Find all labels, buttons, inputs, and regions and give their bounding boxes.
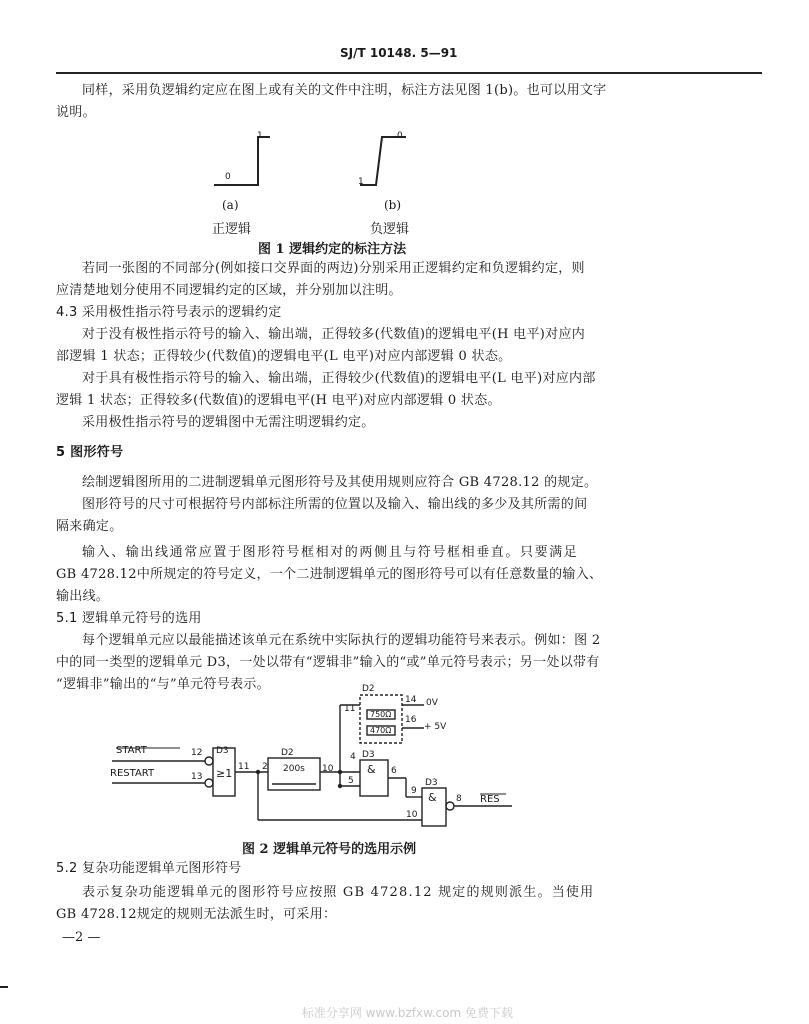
s43-p1-line2: 部逻辑 1 状态；正得较少(代数值)的逻辑电平(L 电平)对应内部逻辑 0 状态。 — [56, 349, 512, 364]
intro-line-2: 说明。 — [56, 105, 96, 120]
r1-label: 750Ω — [370, 710, 392, 719]
restart-label: RESTART — [110, 768, 155, 779]
section-5-2-heading: 5.2 复杂功能逻辑单元图形符号 — [56, 861, 242, 876]
pin-11-out: 11 — [238, 762, 250, 772]
junction-dot-2 — [338, 770, 342, 774]
junction-dot-3 — [338, 784, 342, 788]
fig1a-low-label: 0 — [225, 172, 231, 182]
fig1b-caption: 负逻辑 — [370, 222, 410, 237]
s5-p2-line2: 隔来确定。 — [56, 519, 123, 534]
start-label: START — [116, 745, 147, 756]
page-number: —2 — — [62, 930, 101, 945]
res-label: RES — [480, 794, 500, 805]
pin-12: 12 — [191, 748, 203, 758]
s5-p1: 绘制逻辑图所用的二进制逻辑单元图形符号及其使用规则应符合 GB 4728.12 的规定。 — [82, 475, 598, 490]
s5-p2-line1: 图形符号的尺寸可根据符号内部标注所需的位置以及输入、输出线的多少及其所需的间 — [82, 497, 588, 512]
negation-bubble-8 — [446, 802, 454, 810]
positive-logic-waveform — [214, 137, 270, 185]
d2-mid-box — [268, 758, 320, 790]
fig1a-high-label: 1 — [257, 131, 263, 141]
fig1a-label: (a) — [222, 198, 239, 212]
timer-label: 200s — [283, 764, 305, 774]
s51-line3: “逻辑非”输出的“与”单元符号表示。 — [56, 677, 270, 692]
intro-line-1: 同样，采用负逻辑约定应在图上或有关的文件中注明，标注方法见图 1(b)。也可以用文字 — [82, 83, 607, 98]
pin-10-low: 10 — [406, 810, 418, 820]
r2-label: 470Ω — [370, 726, 392, 735]
v0-label: 0V — [426, 698, 438, 708]
s43-p1-line1: 对于没有极性指示符号的输入、输出端，正得较多(代数值)的逻辑电平(H 电平)对应内 — [82, 327, 586, 342]
s43-p2-line1: 对于具有极性指示符号的输入、输出端，正得较少(代数值)的逻辑电平(L 电平)对应内部 — [82, 371, 596, 386]
pin-8: 8 — [456, 794, 462, 804]
mixed-line-1: 若同一张图的不同部分(例如接口交界面的两边)分别采用正逻辑约定和负逻辑约定，则 — [82, 261, 585, 276]
d3-and1-name: D3 — [362, 750, 375, 760]
fig1b-high-label: 0 — [397, 131, 403, 141]
watermark-text: 标准分享网 www.bzfxw.com 免费下载 — [301, 1006, 513, 1020]
negation-bubble-12 — [205, 757, 213, 765]
s51-line1: 每个逻辑单元应以最能描述该单元在系统中实际执行的逻辑功能符号来表示。例如：图 2 — [82, 633, 601, 648]
s52-line2: GB 4728.12规定的规则无法派生时，可采用： — [56, 907, 337, 922]
document-code: SJ/T 10148. 5—91 — [340, 46, 458, 60]
pin-5: 5 — [348, 776, 354, 786]
pin-11-top: 11 — [344, 704, 356, 714]
d2-mid-name: D2 — [281, 748, 294, 758]
margin-tick — [0, 986, 8, 988]
pin-4: 4 — [350, 752, 356, 762]
s5-p3-line2: GB 4728.12中所规定的符号定义，一个二进制逻辑单元的图形符号可以有任意数量的输入、 — [56, 567, 603, 582]
d3-and2-name: D3 — [425, 778, 438, 788]
pin-13: 13 — [191, 772, 203, 782]
figure2-caption: 图 2 逻辑单元符号的选用示例 — [242, 842, 417, 857]
pin-10-mid: 10 — [322, 764, 334, 774]
section-5-heading: 5 图形符号 — [56, 445, 124, 460]
pin-14: 14 — [405, 695, 417, 705]
negative-logic-waveform — [360, 137, 406, 185]
d3-or-name: D3 — [216, 746, 229, 756]
figure1-caption: 图 1 逻辑约定的标注方法 — [258, 242, 407, 257]
and1-symbol: & — [367, 763, 376, 776]
s43-p2-line2: 逻辑 1 状态；正得较多(代数值)的逻辑电平(H 电平)对应内部逻辑 0 状态。 — [56, 393, 501, 408]
section-4-3-heading: 4.3 采用极性指示符号表示的逻辑约定 — [56, 305, 282, 320]
pin-9: 9 — [411, 786, 417, 796]
pin-16: 16 — [405, 715, 417, 725]
v5-label: + 5V — [424, 722, 447, 732]
junction-dot-1 — [256, 770, 260, 774]
fig1b-label: (b) — [384, 198, 402, 212]
s5-p3-line3: 输出线。 — [56, 589, 110, 604]
figure1-waveforms — [200, 125, 430, 195]
header-rule — [56, 72, 762, 74]
pin-2: 2 — [262, 762, 268, 772]
mixed-line-2: 应清楚地划分使用不同逻辑约定的区域，并分别加以注明。 — [56, 283, 402, 298]
watermark-footer — [0, 1004, 809, 1024]
and2-symbol: & — [428, 791, 437, 804]
or-symbol: ≥1 — [216, 767, 233, 780]
negation-bubble-13 — [205, 779, 213, 787]
s5-p3-line1: 输入、输出线通常应置于图形符号框相对的两侧且与符号框相垂直。只要满足 — [82, 545, 579, 560]
s51-line2: 中的同一类型的逻辑单元 D3，一处以带有“逻辑非”输入的“或”单元符号表示；另一处以带有 — [56, 655, 600, 670]
s43-p3: 采用极性指示符号的逻辑图中无需注明逻辑约定。 — [82, 415, 375, 430]
s52-line1: 表示复杂功能逻辑单元的图形符号应按照 GB 4728.12 规定的规则派生。当使用 — [82, 885, 595, 900]
fig1b-low-label: 1 — [358, 177, 364, 187]
section-5-1-heading: 5.1 逻辑单元符号的选用 — [56, 611, 202, 626]
pin-6: 6 — [391, 766, 397, 776]
d2-top-name: D2 — [362, 684, 375, 694]
fig1a-caption: 正逻辑 — [212, 222, 252, 237]
